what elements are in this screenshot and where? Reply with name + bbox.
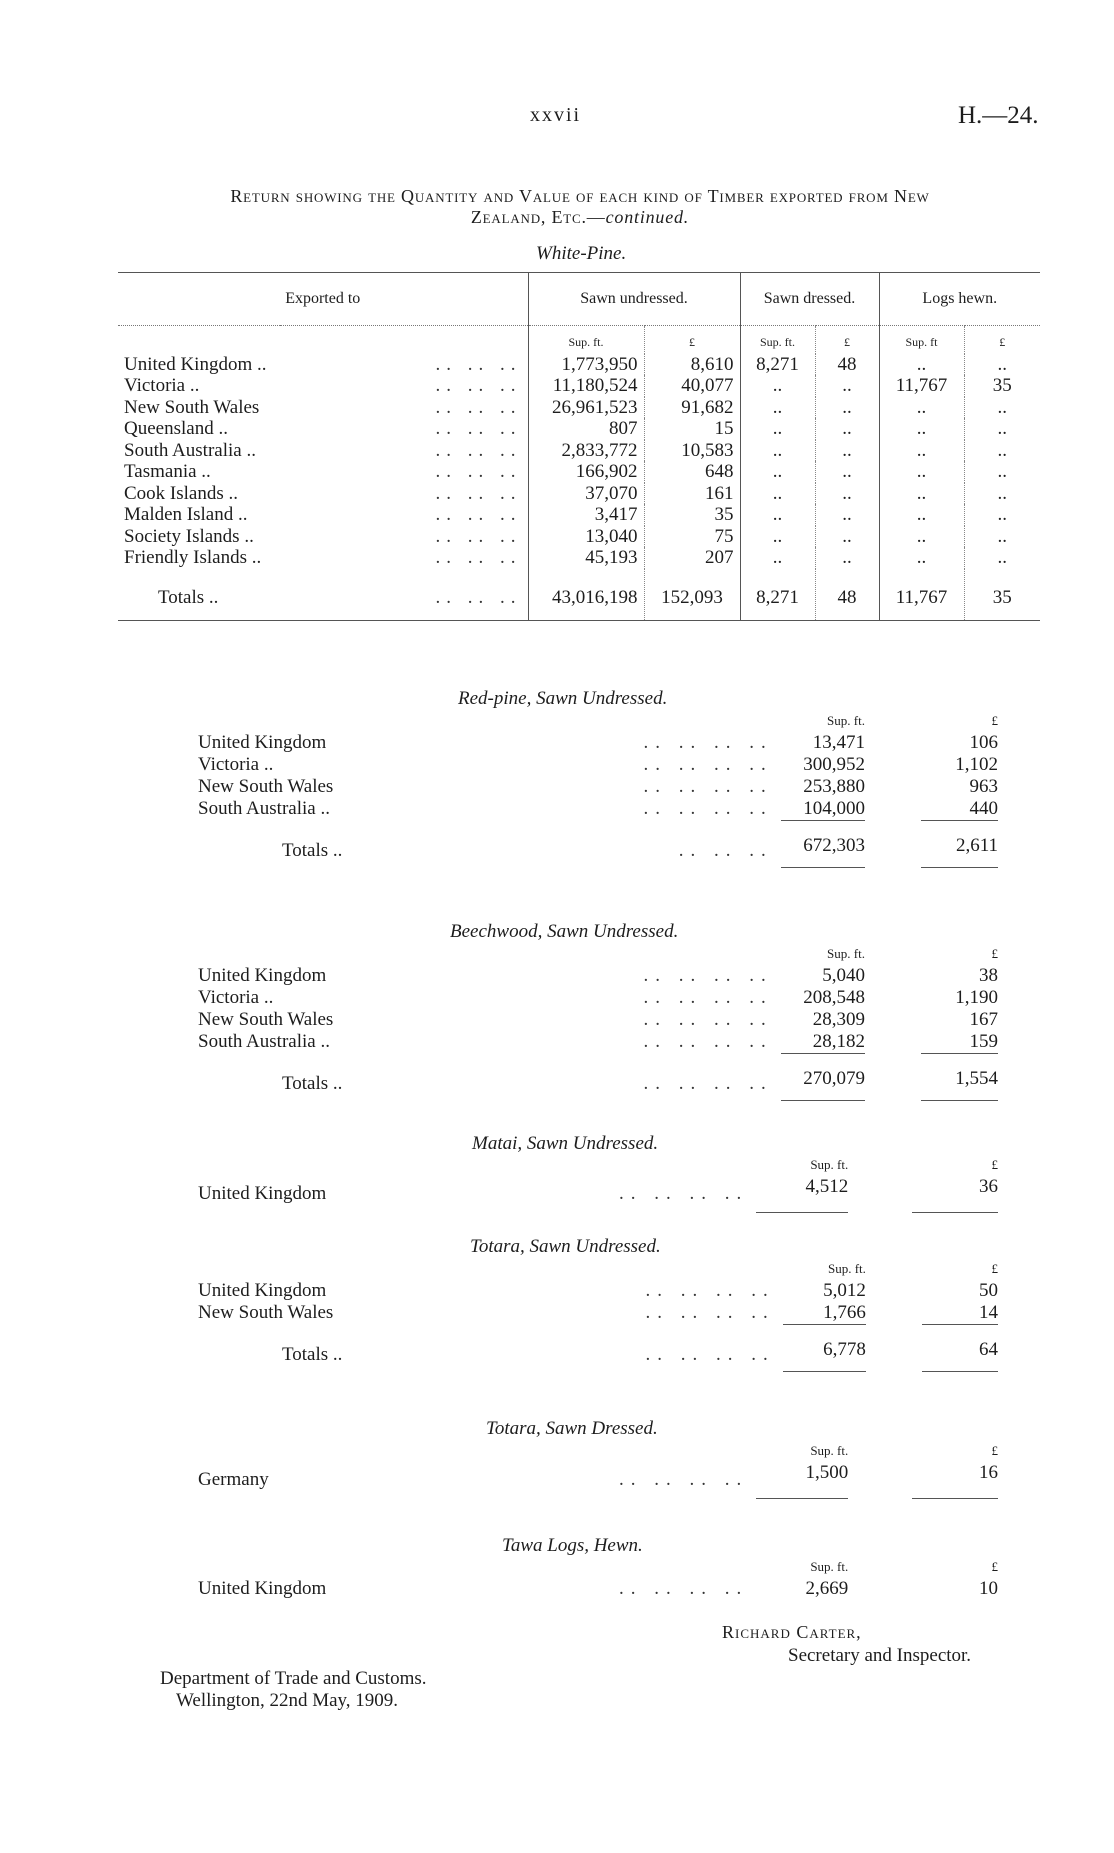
- logs-hewn-qty: ..: [879, 526, 964, 548]
- total-quantity: 270,079: [781, 1054, 865, 1101]
- unit-label: £: [991, 1261, 998, 1276]
- unit-label: £: [815, 326, 879, 354]
- table-row: [198, 754, 998, 776]
- sawn-dressed-qty: ..: [740, 461, 815, 483]
- spacer: [198, 943, 500, 965]
- sawn-undressed-qty: 45,193: [528, 547, 644, 569]
- matai-table: [198, 1154, 998, 1213]
- unit-label: Sup. ft.: [528, 326, 644, 354]
- total-sawn-undressed-value: 152,093: [644, 569, 740, 621]
- value-cell: 106: [969, 732, 998, 753]
- sawn-dressed-qty: ..: [740, 418, 815, 440]
- leader-dots: .. .. ..: [435, 461, 522, 482]
- spacer: [198, 1440, 444, 1462]
- sawn-dressed-value: ..: [815, 526, 879, 548]
- spacer: [866, 1258, 922, 1280]
- red-pine-heading: Red-pine, Sawn Undressed.: [458, 688, 668, 709]
- unit-label: £: [991, 1157, 998, 1172]
- spacer: [501, 1258, 783, 1280]
- table-row: [118, 418, 1040, 440]
- logs-hewn-value: 35: [964, 375, 1040, 397]
- spacer: [865, 732, 921, 754]
- table-row: [118, 397, 1040, 419]
- title-suffix: continued.: [605, 207, 690, 227]
- department-line: Department of Trade and Customs.: [160, 1668, 427, 1689]
- leader-dots: .. .. .. ..: [645, 1344, 775, 1365]
- quantity-cell: 2,669: [805, 1578, 849, 1599]
- total-value: 64: [922, 1325, 998, 1372]
- leader-dots: .. .. .. ..: [643, 1073, 773, 1094]
- quantity-cell: 104,000: [803, 798, 865, 819]
- totals-label: Totals ..: [282, 1344, 343, 1365]
- sawn-undressed-qty: 26,961,523: [528, 397, 644, 419]
- sawn-dressed-value: ..: [815, 418, 879, 440]
- spacer: [865, 754, 921, 776]
- country-cell: New South Wales: [124, 396, 260, 418]
- table-row: [198, 776, 998, 798]
- value-cell: 963: [969, 776, 998, 797]
- sawn-undressed-value: 8,610: [644, 354, 740, 376]
- quantity-cell: 253,880: [803, 776, 865, 797]
- sawn-undressed-value: 15: [644, 418, 740, 440]
- totals-row: [198, 1054, 998, 1101]
- quantity-cell: 1,500: [756, 1462, 848, 1499]
- country-cell: United Kingdom: [198, 1280, 327, 1301]
- logs-hewn-value: ..: [964, 397, 1040, 419]
- unit-label: £: [991, 946, 998, 961]
- quantity-cell: 208,548: [803, 987, 865, 1008]
- value-cell: 50: [979, 1280, 998, 1301]
- total-quantity: 672,303: [781, 821, 865, 868]
- logs-hewn-value: ..: [964, 483, 1040, 505]
- leader-dots: .. .. .. ..: [643, 776, 773, 797]
- country-cell: New South Wales: [198, 1302, 334, 1324]
- leader-dots: .. .. ..: [678, 840, 773, 861]
- value-cell: 1,190: [955, 987, 998, 1008]
- logs-hewn-qty: ..: [879, 504, 964, 526]
- country-cell: Germany: [198, 1469, 269, 1491]
- country-cell: New South Wales: [198, 1009, 334, 1030]
- unit-label: Sup. ft.: [827, 946, 865, 961]
- spacer: [865, 821, 921, 868]
- quantity-cell: 28,182: [812, 1031, 865, 1052]
- sawn-dressed-qty: ..: [740, 440, 815, 462]
- document-reference: H.—24.: [958, 102, 1039, 129]
- leader-dots: .. .. .. ..: [643, 1009, 773, 1030]
- table-row: [118, 461, 1040, 483]
- table-row: [118, 526, 1040, 548]
- col-exported-to: Exported to: [118, 273, 528, 326]
- table-row: [198, 1031, 998, 1054]
- table-row: [198, 987, 998, 1009]
- country-cell: United Kingdom: [198, 1578, 327, 1599]
- sawn-dressed-qty: ..: [740, 526, 815, 548]
- spacer: [848, 1462, 912, 1499]
- country-cell: United Kingdom: [198, 965, 327, 986]
- white-pine-table: [118, 272, 1040, 621]
- sawn-dressed-value: ..: [815, 440, 879, 462]
- logs-hewn-qty: ..: [879, 547, 964, 569]
- sawn-undressed-qty: 2,833,772: [528, 440, 644, 462]
- total-sawn-dressed-qty: 8,271: [740, 569, 815, 621]
- logs-hewn-qty: ..: [879, 461, 964, 483]
- spacer: [865, 987, 921, 1009]
- leader-dots: .. .. ..: [435, 375, 522, 396]
- unit-label: £: [991, 1559, 998, 1574]
- table-row: [118, 547, 1040, 569]
- spacer: [865, 965, 921, 987]
- totals-row: [118, 569, 1040, 621]
- leader-dots: .. .. ..: [435, 547, 522, 568]
- title-line-2: [120, 207, 1040, 228]
- value-cell: 38: [979, 965, 998, 986]
- col-sawn-dressed: Sawn dressed.: [740, 273, 879, 326]
- leader-dots: .. .. ..: [280, 569, 528, 621]
- sawn-dressed-qty: ..: [740, 504, 815, 526]
- sawn-undressed-qty: 166,902: [528, 461, 644, 483]
- country-cell: Victoria ..: [124, 375, 200, 396]
- sawn-undressed-qty: 37,070: [528, 483, 644, 505]
- logs-hewn-qty: ..: [879, 418, 964, 440]
- logs-hewn-value: ..: [964, 504, 1040, 526]
- quantity-cell: 1,766: [823, 1302, 866, 1323]
- tawa-heading: Tawa Logs, Hewn.: [502, 1535, 643, 1556]
- total-value: 2,611: [921, 821, 998, 868]
- logs-hewn-value: ..: [964, 526, 1040, 548]
- signature-title: Secretary and Inspector.: [788, 1645, 972, 1666]
- col-logs-hewn: Logs hewn.: [879, 273, 1040, 326]
- country-cell: United Kingdom: [198, 732, 327, 753]
- table-row: [118, 440, 1040, 462]
- leader-dots: .. .. .. ..: [643, 798, 773, 820]
- country-cell: Queensland ..: [124, 418, 228, 439]
- unit-label: £: [991, 713, 998, 728]
- spacer: [500, 710, 781, 732]
- place-date-line: Wellington, 22nd May, 1909.: [176, 1690, 399, 1711]
- table-row: [198, 1176, 998, 1213]
- country-cell: Victoria ..: [198, 987, 274, 1008]
- totals-row: [198, 821, 998, 868]
- sawn-undressed-value: 207: [644, 547, 740, 569]
- country-cell: Malden Island ..: [124, 504, 248, 525]
- spacer: [198, 1556, 444, 1578]
- matai-heading: Matai, Sawn Undressed.: [472, 1133, 659, 1154]
- sawn-dressed-value: ..: [815, 461, 879, 483]
- table-row: [118, 504, 1040, 526]
- leader-dots: .. .. ..: [435, 525, 522, 547]
- leader-dots: .. .. .. ..: [619, 1578, 749, 1599]
- units-row: [198, 710, 998, 732]
- country-cell: New South Wales: [198, 776, 334, 797]
- logs-hewn-qty: ..: [879, 354, 964, 376]
- units-row: [198, 1440, 998, 1462]
- quantity-cell: 4,512: [756, 1176, 848, 1213]
- logs-hewn-qty: ..: [879, 397, 964, 419]
- leader-dots: .. .. .. ..: [643, 732, 773, 753]
- country-cell: United Kingdom ..: [124, 353, 267, 375]
- table-row: [118, 483, 1040, 505]
- logs-hewn-qty: ..: [879, 440, 964, 462]
- units-row: [198, 943, 998, 965]
- sawn-undressed-value: 10,583: [644, 440, 740, 462]
- spacer: [848, 1440, 912, 1462]
- tawa-table: [198, 1556, 998, 1600]
- logs-hewn-value: ..: [964, 440, 1040, 462]
- table-row: [198, 1302, 998, 1325]
- units-row: [198, 1556, 998, 1578]
- units-row: [198, 1258, 998, 1280]
- country-cell: Cook Islands ..: [124, 482, 238, 504]
- spacer: [500, 943, 781, 965]
- totara-dressed-heading: Totara, Sawn Dressed.: [486, 1418, 658, 1439]
- document-title: [120, 186, 1040, 228]
- totals-label: Totals ..: [118, 569, 280, 621]
- value-cell: 16: [912, 1462, 998, 1499]
- title-prefix: Zealand, Etc.—: [470, 207, 606, 227]
- leader-dots: .. .. .. ..: [645, 1302, 775, 1324]
- sawn-undressed-value: 648: [644, 461, 740, 483]
- leader-dots: .. .. ..: [435, 439, 522, 461]
- sawn-dressed-qty: ..: [740, 483, 815, 505]
- sawn-undressed-value: 91,682: [644, 397, 740, 419]
- value-cell: 14: [979, 1302, 998, 1323]
- spacer: [865, 798, 921, 821]
- units-row: [198, 1154, 998, 1176]
- country-cell: Society Islands ..: [124, 525, 254, 547]
- total-logs-hewn-value: 35: [964, 569, 1040, 621]
- unit-label: Sup. ft.: [827, 1261, 866, 1276]
- spacer: [848, 1556, 912, 1578]
- sawn-undressed-value: 75: [644, 526, 740, 548]
- leader-dots: .. .. .. ..: [645, 1280, 775, 1301]
- spacer: [444, 1440, 756, 1462]
- sawn-undressed-qty: 11,180,524: [528, 375, 644, 397]
- title-line-1: Return showing the Quantity and Value of each kind of Timber exported from New: [230, 186, 930, 206]
- spacer: [848, 1578, 912, 1600]
- unit-label: £: [644, 326, 740, 354]
- logs-hewn-qty: 11,767: [879, 375, 964, 397]
- value-cell: 440: [969, 798, 998, 819]
- table-row: [198, 965, 998, 987]
- quantity-cell: 5,012: [823, 1280, 866, 1301]
- logs-hewn-value: ..: [964, 418, 1040, 440]
- quantity-cell: 13,471: [812, 732, 865, 753]
- leader-dots: .. .. ..: [435, 504, 522, 525]
- leader-dots: .. .. .. ..: [619, 1183, 749, 1205]
- spacer: [866, 1325, 922, 1372]
- sawn-undressed-qty: 13,040: [528, 526, 644, 548]
- leader-dots: .. .. .. ..: [643, 754, 773, 775]
- leader-dots: .. .. .. ..: [643, 1031, 773, 1053]
- country-cell: United Kingdom: [198, 1183, 327, 1205]
- total-quantity: 6,778: [783, 1325, 866, 1372]
- spacer: [866, 1280, 922, 1302]
- spacer: [865, 1009, 921, 1031]
- spacer: [198, 1154, 444, 1176]
- sawn-undressed-value: 35: [644, 504, 740, 526]
- quantity-cell: 5,040: [822, 965, 865, 986]
- total-value: 1,554: [921, 1054, 998, 1101]
- unit-label: Sup. ft: [879, 326, 964, 354]
- value-cell: 159: [969, 1031, 998, 1052]
- country-cell: Friendly Islands ..: [124, 547, 262, 568]
- table-row: [198, 1462, 998, 1499]
- unit-label: Sup. ft.: [827, 713, 865, 728]
- leader-dots: .. .. ..: [435, 353, 522, 375]
- leader-dots: .. .. ..: [435, 418, 522, 439]
- sawn-dressed-value: ..: [815, 397, 879, 419]
- spacer: [198, 1258, 501, 1280]
- spacer: [444, 1154, 756, 1176]
- spacer: [865, 776, 921, 798]
- totara-dressed-table: [198, 1440, 998, 1499]
- logs-hewn-value: ..: [964, 547, 1040, 569]
- country-cell: South Australia ..: [198, 1031, 330, 1053]
- sawn-dressed-value: ..: [815, 375, 879, 397]
- totara-undressed-table: [198, 1258, 998, 1372]
- logs-hewn-value: ..: [964, 461, 1040, 483]
- spacer: [865, 1054, 921, 1101]
- table-row: [198, 1280, 998, 1302]
- spacer: [848, 1176, 912, 1213]
- beechwood-heading: Beechwood, Sawn Undressed.: [450, 921, 679, 942]
- sawn-dressed-qty: ..: [740, 547, 815, 569]
- white-pine-heading: White-Pine.: [536, 243, 627, 264]
- unit-label: Sup. ft.: [810, 1443, 849, 1458]
- value-cell: 167: [969, 1009, 998, 1030]
- country-cell: Victoria ..: [198, 754, 274, 775]
- spacer: [198, 710, 500, 732]
- sawn-undressed-qty: 807: [528, 418, 644, 440]
- table-row: [198, 798, 998, 821]
- spacer: [444, 1556, 756, 1578]
- sawn-undressed-qty: 3,417: [528, 504, 644, 526]
- table-row: [198, 732, 998, 754]
- signature-name: Richard Carter,: [722, 1622, 862, 1642]
- beechwood-table: [198, 943, 998, 1101]
- spacer: [865, 943, 921, 965]
- sawn-dressed-value: ..: [815, 504, 879, 526]
- leader-dots: .. .. .. ..: [643, 965, 773, 986]
- logs-hewn-qty: ..: [879, 483, 964, 505]
- leader-dots: .. .. ..: [435, 396, 522, 418]
- sawn-dressed-value: 48: [815, 354, 879, 376]
- units-row: [118, 326, 1040, 354]
- sawn-dressed-value: ..: [815, 483, 879, 505]
- table-row: [118, 375, 1040, 397]
- value-cell: 10: [979, 1578, 998, 1599]
- total-sawn-undressed-qty: 43,016,198: [528, 569, 644, 621]
- leader-dots: .. .. .. ..: [643, 987, 773, 1008]
- spacer: [865, 710, 921, 732]
- unit-label: £: [964, 326, 1040, 354]
- table-row: [198, 1009, 998, 1031]
- unit-label: £: [991, 1443, 998, 1458]
- totals-label: Totals ..: [282, 840, 343, 861]
- value-cell: 36: [912, 1176, 998, 1213]
- totals-row: [198, 1325, 998, 1372]
- spacer: [866, 1302, 922, 1325]
- spacer: [848, 1154, 912, 1176]
- leader-dots: .. .. .. ..: [619, 1469, 749, 1491]
- unit-label: Sup. ft.: [740, 326, 815, 354]
- unit-label: Sup. ft.: [810, 1559, 849, 1574]
- sawn-undressed-qty: 1,773,950: [528, 354, 644, 376]
- table-row: [198, 1578, 998, 1600]
- sawn-dressed-qty: ..: [740, 375, 815, 397]
- quantity-cell: 28,309: [812, 1009, 865, 1030]
- logs-hewn-value: ..: [964, 354, 1040, 376]
- sawn-dressed-value: ..: [815, 547, 879, 569]
- leader-dots: .. .. ..: [435, 482, 522, 504]
- page-number: xxvii: [530, 104, 582, 126]
- totals-label: Totals ..: [282, 1073, 343, 1094]
- country-cell: South Australia ..: [124, 439, 256, 461]
- total-sawn-dressed-value: 48: [815, 569, 879, 621]
- spacer: [865, 1031, 921, 1054]
- red-pine-table: [198, 710, 998, 868]
- col-sawn-undressed: Sawn undressed.: [528, 273, 740, 326]
- sawn-undressed-value: 161: [644, 483, 740, 505]
- table-row: [118, 354, 1040, 376]
- country-cell: Tasmania ..: [124, 461, 211, 482]
- totara-undressed-heading: Totara, Sawn Undressed.: [470, 1236, 661, 1257]
- sawn-undressed-value: 40,077: [644, 375, 740, 397]
- country-cell: South Australia ..: [198, 798, 330, 820]
- quantity-cell: 300,952: [803, 754, 865, 775]
- value-cell: 1,102: [955, 754, 998, 775]
- total-logs-hewn-qty: 11,767: [879, 569, 964, 621]
- sawn-dressed-qty: ..: [740, 397, 815, 419]
- sawn-dressed-qty: 8,271: [740, 354, 815, 376]
- unit-label: Sup. ft.: [810, 1157, 849, 1172]
